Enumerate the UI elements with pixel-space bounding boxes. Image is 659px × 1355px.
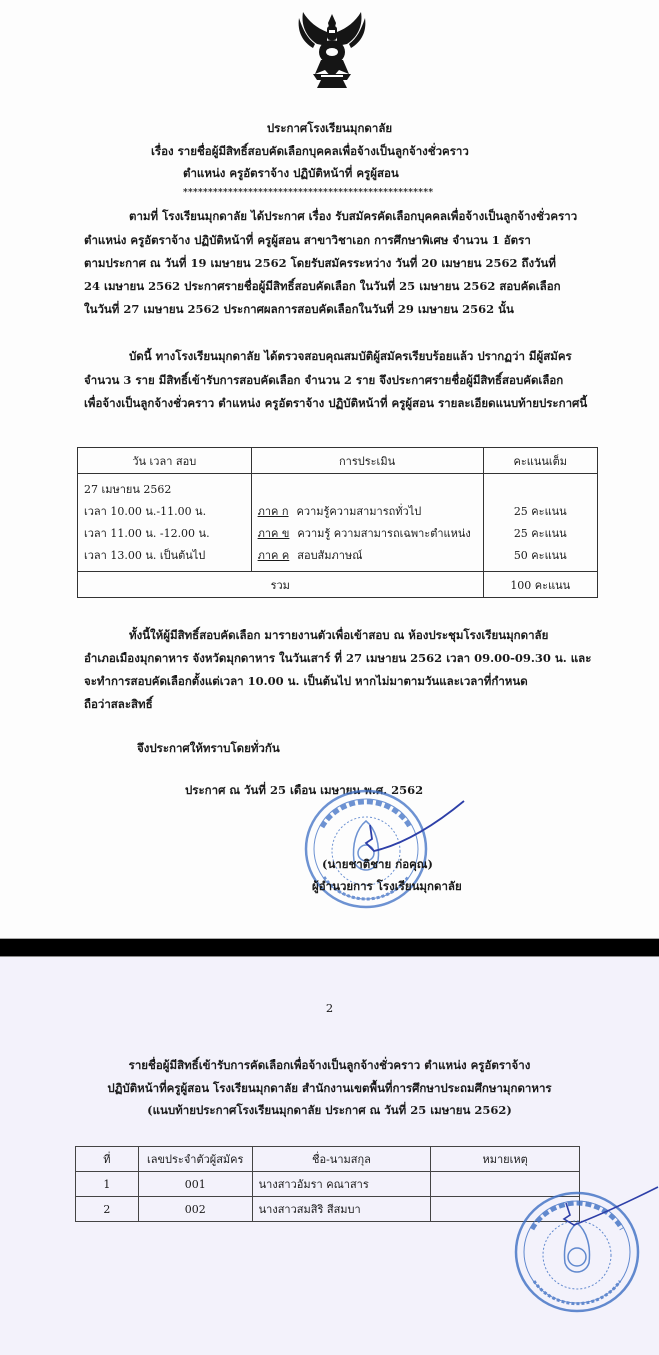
closing-statement: จึงประกาศให้ทราบโดยทั่วกัน	[137, 741, 280, 755]
exam-time: เวลา 11.00 น. -12.00 น.	[84, 527, 210, 540]
column-header: ชื่อ-นามสกุล	[252, 1147, 431, 1172]
column-header: หมายเหตุ	[431, 1147, 580, 1172]
column-header: คะแนนเต็ม	[483, 448, 597, 474]
applicant-name: นางสาวสมสิริ สีสมบา	[252, 1197, 431, 1222]
applicant-name: นางสาวอัมรา คณาสาร	[252, 1172, 431, 1197]
part-label: ภาค ค	[257, 549, 290, 562]
evaluation-cell	[251, 474, 483, 572]
row-number: 1	[76, 1172, 139, 1197]
part-description: ความรู้ความสามารถทั่วไป	[296, 505, 422, 518]
exam-date: 27 เมษายน 2562	[84, 483, 172, 496]
paragraph-line: ถือว่าสละสิทธิ์	[84, 697, 153, 711]
column-header: การประเมิน	[251, 448, 483, 474]
applicant-id: 002	[138, 1197, 252, 1222]
row-number: 2	[76, 1197, 139, 1222]
signature-icon	[560, 1185, 659, 1235]
paragraph-line: ทั้งนี้ให้ผู้มีสิทธิ์สอบคัดเลือก มารายงานตัวเพื่อเข้าสอบ ณ ห้องประชุมโรงเรียนมุกดาลัย	[129, 628, 549, 642]
column-header: เลขประจำตัวผู้สมัคร	[138, 1147, 252, 1172]
paragraph-line: ตำแหน่ง ครูอัตราจ้าง ปฏิบัติหน้าที่ ครูผู้สอน สาขาวิชาเอก การศึกษาพิเศษ จำนวน 1 อัตรา	[84, 233, 531, 247]
full-score: 25 คะแนน	[513, 527, 567, 540]
title-line: ปฏิบัติหน้าที่ครูผู้สอน โรงเรียนมุกดาลัย สำนักงานเขตพื้นที่การศึกษาประถมศึกษามุกดาหาร	[107, 1081, 552, 1095]
full-score: 25 คะแนน	[513, 505, 567, 518]
signer-title: ผู้อำนวยการ โรงเรียนมุกดาลัย	[312, 879, 462, 893]
paragraph-line: ตามที่ โรงเรียนมุกดาลัย ได้ประกาศ เรื่อง รับสมัครคัดเลือกบุคคลเพื่อจ้างเป็นลูกจ้างชั่วคราว	[129, 209, 578, 223]
page-number: 2	[325, 1001, 334, 1015]
paragraph-line: อำเภอเมืองมุกดาหาร จังหวัดมุกดาหาร ในวันเสาร์ ที่ 27 เมษายน 2562 เวลา 09.00-09.30 น. และ	[84, 651, 592, 665]
table-header-row	[78, 448, 598, 474]
candidate-list-table	[75, 1146, 580, 1222]
paragraph-line: เพื่อจ้างเป็นลูกจ้างชั่วคราว ตำแหน่ง ครูอัตราจ้าง ปฏิบัติหน้าที่ ครูผู้สอน รายละเอียดแนบท้ายประกาศนี้	[84, 396, 588, 410]
table-row	[76, 1197, 580, 1222]
exam-time-cell	[78, 474, 252, 572]
part-label: ภาค ก	[257, 505, 289, 518]
evaluation-item	[258, 501, 477, 523]
exam-schedule-table	[77, 447, 598, 598]
total-label: รวม	[78, 572, 484, 598]
announcement-heading: ประกาศโรงเรียนมุกดาลัย	[266, 121, 393, 135]
announcement-subject: เรื่อง รายชื่อผู้มีสิทธิ์สอบคัดเลือกบุคคลเพื่อจ้างเป็นลูกจ้างชั่วคราว	[151, 144, 469, 158]
paragraph-line: จะทำการสอบคัดเลือกตั้งแต่เวลา 10.00 น. เป็นต้นไป หากไม่มาตามวันและเวลาที่กำหนด	[84, 674, 528, 688]
part-description: ความรู้ ความสามารถเฉพาะตำแหน่ง	[297, 527, 471, 540]
paragraph-line: 24 เมษายน 2562 ประกาศรายชื่อผู้มีสิทธิ์สอบคัดเลือก ในวันที่ 25 เมษายน 2562 สอบคัดเลือก	[84, 279, 561, 293]
table-header-row	[76, 1147, 580, 1172]
garuda-emblem-icon	[291, 8, 373, 90]
title-line: รายชื่อผู้มีสิทธิ์เข้ารับการคัดเลือกเพื่อจ้างเป็นลูกจ้างชั่วคราว ตำแหน่ง ครูอัตราจ้าง	[128, 1058, 531, 1072]
asterisk-separator: **************************************************	[183, 188, 434, 198]
total-score: 100 คะแนน	[483, 572, 597, 598]
evaluation-item	[258, 523, 477, 545]
signer-name: (นายชาติชาย ก่อคุณ)	[322, 857, 433, 871]
part-description: สอบสัมภาษณ์	[297, 549, 363, 562]
column-header: ที่	[76, 1147, 139, 1172]
paragraph-line: ในวันที่ 27 เมษายน 2562 ประกาศผลการสอบคัดเลือกในวันที่ 29 เมษายน 2562 นั้น	[84, 302, 514, 316]
title-line: (แนบท้ายประกาศโรงเรียนมุกดาลัย ประกาศ ณ วันที่ 25 เมษายน 2562)	[147, 1103, 512, 1117]
announcement-date: ประกาศ ณ วันที่ 25 เดือน เมษายน พ.ศ. 2562	[185, 783, 424, 797]
total-row	[78, 572, 598, 598]
table-row	[78, 474, 598, 572]
full-score: 50 คะแนน	[513, 549, 567, 562]
exam-time: เวลา 13.00 น. เป็นต้นไป	[84, 549, 206, 562]
announcement-position: ตำแหน่ง ครูอัตราจ้าง ปฏิบัติหน้าที่ ครูผู้สอน	[183, 166, 399, 180]
paragraph-line: บัดนี้ ทางโรงเรียนมุกดาลัย ได้ตรวจสอบคุณสมบัติผู้สมัครเรียบร้อยแล้ว ปรากฏว่า มีผู้สมัคร	[129, 349, 572, 363]
page-separator	[0, 938, 659, 957]
document-page-2	[0, 957, 659, 1355]
table-row	[76, 1172, 580, 1197]
column-header: วัน เวลา สอบ	[78, 448, 252, 474]
paragraph-line: ตามประกาศ ณ วันที่ 19 เมษายน 2562 โดยรับสมัครระหว่าง วันที่ 20 เมษายน 2562 ถึงวันที่	[84, 256, 556, 270]
score-cell	[483, 474, 597, 572]
exam-time: เวลา 10.00 น.-11.00 น.	[84, 505, 207, 518]
applicant-id: 001	[138, 1172, 252, 1197]
part-label: ภาค ข	[257, 527, 290, 540]
paragraph-line: จำนวน 3 ราย มีสิทธิ์เข้ารับการสอบคัดเลือก จำนวน 2 ราย จึงประกาศรายชื่อผู้มีสิทธิ์สอบคัดเลือก	[84, 373, 564, 387]
evaluation-item	[258, 545, 477, 567]
